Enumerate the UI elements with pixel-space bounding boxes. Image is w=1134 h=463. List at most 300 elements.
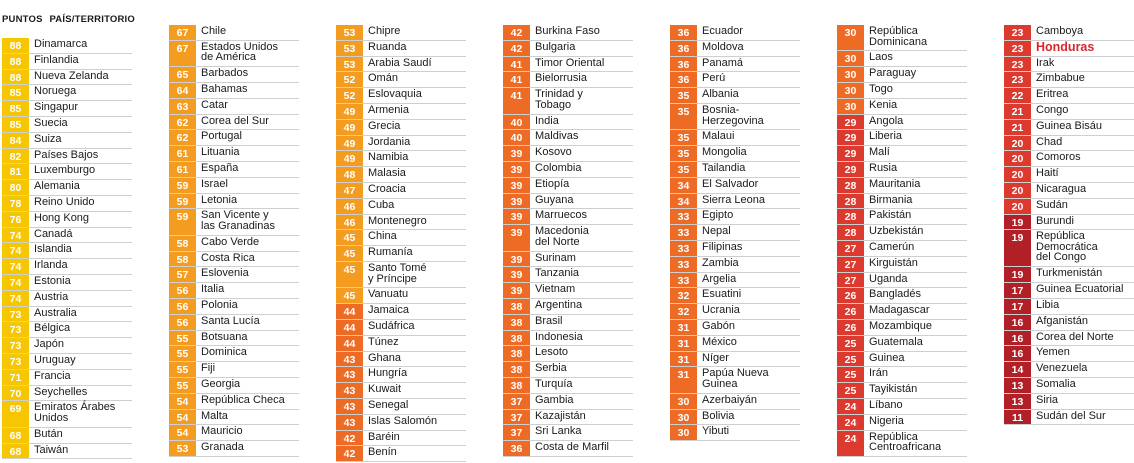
country-name: Luxemburgo — [34, 164, 96, 177]
score-badge: 80 — [2, 180, 29, 195]
score-badge: 85 — [2, 117, 29, 132]
score-badge: 27 — [837, 241, 864, 256]
score-badge: 16 — [1004, 315, 1031, 330]
score-badge: 38 — [503, 331, 530, 346]
table-row — [503, 315, 633, 331]
country-name: Kosovo — [535, 146, 572, 159]
score-badge: 37 — [503, 394, 530, 409]
country-name: Arabia Saudí — [368, 56, 432, 69]
table-row — [503, 72, 633, 88]
score-badge: 38 — [503, 315, 530, 330]
table-row — [169, 99, 299, 115]
table-row — [1004, 104, 1134, 120]
country-name: San Vicente y las Granadinas — [201, 209, 275, 232]
score-badge: 29 — [837, 115, 864, 130]
country-name: Polonia — [201, 299, 238, 311]
table-row — [2, 117, 132, 133]
country-name: Santo Tomé y Príncipe — [368, 262, 427, 285]
country-name: Bangladés — [869, 288, 921, 301]
score-badge: 85 — [2, 85, 29, 100]
table-row — [169, 236, 299, 252]
country-name: España — [201, 162, 239, 174]
table-row — [503, 225, 633, 251]
country-name: Moldova — [702, 40, 744, 53]
score-badge: 24 — [837, 431, 864, 456]
country-name: Sudán del Sur — [1036, 409, 1106, 422]
score-badge: 71 — [2, 370, 29, 385]
score-badge: 14 — [1004, 362, 1031, 377]
score-badge: 24 — [837, 415, 864, 430]
score-badge: 55 — [169, 346, 196, 361]
table-row — [503, 209, 633, 225]
country-name: Países Bajos — [34, 148, 99, 161]
table-row — [2, 322, 132, 338]
table-row — [169, 115, 299, 131]
score-badge: 33 — [670, 225, 697, 240]
score-badge: 26 — [837, 288, 864, 303]
score-badge: 56 — [169, 315, 196, 330]
score-badge: 63 — [169, 99, 196, 114]
score-badge: 35 — [670, 104, 697, 129]
table-row — [837, 225, 967, 241]
country-name: Comoros — [1036, 151, 1081, 164]
table-row — [169, 267, 299, 283]
country-name: Burkina Faso — [535, 25, 600, 37]
country-name: Benín — [368, 446, 397, 459]
table-row — [336, 88, 466, 104]
table-row — [169, 331, 299, 347]
country-name: Barbados — [201, 67, 249, 80]
country-name: Malí — [869, 146, 890, 159]
score-badge: 27 — [837, 257, 864, 272]
country-name: Togo — [869, 83, 893, 95]
score-badge: 39 — [503, 209, 530, 224]
score-badge: 88 — [2, 70, 29, 85]
score-badge: 49 — [336, 136, 363, 151]
table-row — [503, 194, 633, 210]
score-badge: 39 — [503, 162, 530, 177]
score-badge: 53 — [169, 441, 196, 456]
table-row — [837, 194, 967, 210]
country-name: Turkmenistán — [1036, 267, 1103, 280]
table-row — [670, 352, 800, 368]
score-badge: 45 — [336, 288, 363, 303]
country-name: Esuatini — [702, 288, 742, 301]
table-row — [837, 257, 967, 273]
table-row — [670, 57, 800, 73]
score-badge: 40 — [503, 115, 530, 130]
country-name: Ruanda — [368, 40, 407, 53]
header-country-label: PAÍS/TERRITORIO — [49, 14, 135, 25]
table-row — [503, 331, 633, 347]
table-row — [837, 320, 967, 336]
column-5 — [670, 0, 800, 463]
score-badge: 43 — [336, 352, 363, 367]
table-row — [837, 83, 967, 99]
country-name: Malta — [201, 409, 228, 422]
score-badge: 39 — [503, 178, 530, 193]
score-badge: 53 — [336, 57, 363, 72]
country-name: Cuba — [368, 198, 395, 211]
country-name: Islandia — [34, 243, 72, 256]
table-row — [1004, 267, 1134, 283]
country-name: México — [702, 335, 737, 348]
country-name: Argentina — [535, 299, 583, 311]
score-badge: 43 — [336, 367, 363, 382]
country-name: Austria — [34, 290, 69, 303]
table-row — [837, 367, 967, 383]
table-row — [169, 441, 299, 457]
score-badge: 28 — [837, 209, 864, 224]
country-name: Macedonia del Norte — [535, 225, 589, 248]
score-badge: 35 — [670, 88, 697, 103]
country-name: Hong Kong — [34, 211, 90, 224]
country-name: Israel — [201, 177, 228, 190]
table-row — [2, 228, 132, 244]
country-name: Honduras — [1036, 39, 1095, 54]
table-row — [169, 362, 299, 378]
country-name: República Checa — [201, 393, 285, 406]
score-badge: 52 — [336, 88, 363, 103]
score-badge: 30 — [837, 83, 864, 98]
score-badge: 70 — [2, 386, 29, 401]
header-score-label: PUNTOS — [2, 14, 43, 25]
country-name: Montenegro — [368, 214, 427, 227]
table-row — [670, 367, 800, 393]
country-name: Japón — [34, 338, 64, 351]
country-name: Mongolia — [702, 146, 747, 159]
score-badge: 56 — [169, 299, 196, 314]
table-row — [2, 401, 132, 427]
score-badge: 23 — [1004, 25, 1031, 40]
table-row — [2, 196, 132, 212]
table-row — [670, 257, 800, 273]
table-row — [837, 273, 967, 289]
country-name: Lesoto — [535, 346, 569, 359]
country-name: Canadá — [34, 227, 73, 240]
country-name: Venezuela — [1036, 362, 1088, 375]
table-row — [837, 209, 967, 225]
table-row — [837, 67, 967, 83]
table-row — [336, 431, 466, 447]
score-badge: 13 — [1004, 378, 1031, 393]
table-row — [670, 104, 800, 130]
score-badge: 23 — [1004, 57, 1031, 72]
table-row — [2, 291, 132, 307]
country-name: Mauritania — [869, 177, 921, 190]
table-row — [837, 178, 967, 194]
table-row — [169, 378, 299, 394]
table-row — [503, 146, 633, 162]
table-row — [670, 130, 800, 146]
country-name: Estonia — [34, 275, 71, 287]
score-badge: 38 — [503, 346, 530, 361]
table-row — [670, 225, 800, 241]
table-row — [2, 180, 132, 196]
table-row — [336, 120, 466, 136]
score-badge: 69 — [2, 401, 29, 426]
score-badge: 73 — [2, 338, 29, 353]
table-row — [336, 320, 466, 336]
table-row — [670, 41, 800, 57]
score-badge: 78 — [2, 196, 29, 211]
table-row — [2, 101, 132, 117]
score-badge: 39 — [503, 283, 530, 298]
score-badge: 42 — [503, 25, 530, 40]
country-name: Madagascar — [869, 304, 930, 317]
country-name: Santa Lucía — [201, 314, 260, 327]
score-badge: 41 — [503, 88, 530, 113]
score-badge: 49 — [336, 104, 363, 119]
country-name: República Democrática del Congo — [1036, 230, 1098, 264]
table-row — [2, 338, 132, 354]
score-badge: 36 — [670, 72, 697, 87]
table-row — [169, 346, 299, 362]
table-row — [336, 199, 466, 215]
score-badge: 44 — [336, 320, 363, 335]
table-row — [336, 136, 466, 152]
table-row — [336, 57, 466, 73]
country-name: Túnez — [368, 335, 399, 348]
score-badge: 21 — [1004, 120, 1031, 135]
score-badge: 24 — [837, 399, 864, 414]
score-badge: 49 — [336, 151, 363, 166]
table-row — [2, 370, 132, 386]
table-row — [2, 275, 132, 291]
country-name: Burundi — [1036, 214, 1074, 227]
table-row — [1004, 362, 1134, 378]
country-name: Hungría — [368, 367, 408, 380]
table-row — [2, 164, 132, 180]
table-row — [336, 262, 466, 288]
table-row — [169, 83, 299, 99]
score-badge: 81 — [2, 164, 29, 179]
country-name: Zimbabue — [1036, 72, 1085, 85]
country-name: Jordania — [368, 135, 411, 148]
table-row — [336, 446, 466, 462]
country-name: Timor Oriental — [535, 56, 605, 69]
country-name: Brasil — [535, 314, 563, 327]
table-row — [837, 399, 967, 415]
table-row — [503, 299, 633, 315]
score-badge: 54 — [169, 410, 196, 425]
country-name: Pakistán — [869, 209, 912, 222]
score-badge: 19 — [1004, 230, 1031, 266]
column-3 — [336, 0, 466, 463]
table-row — [1004, 151, 1134, 167]
score-badge: 53 — [336, 25, 363, 40]
table-row — [837, 415, 967, 431]
table-row — [1004, 199, 1134, 215]
score-badge: 30 — [837, 67, 864, 82]
country-name: Singapur — [34, 101, 79, 114]
score-badge: 64 — [169, 83, 196, 98]
table-row — [837, 383, 967, 399]
country-name: Irlanda — [34, 259, 68, 272]
table-row — [1004, 331, 1134, 347]
score-badge: 58 — [169, 236, 196, 251]
score-badge: 88 — [2, 38, 29, 53]
country-name: Georgia — [201, 378, 241, 390]
table-row — [336, 336, 466, 352]
country-name: Bolivia — [702, 409, 735, 422]
country-name: Senegal — [368, 399, 409, 411]
country-name: Marruecos — [535, 209, 587, 222]
table-row — [837, 115, 967, 131]
score-badge: 20 — [1004, 199, 1031, 214]
country-name: Chile — [201, 25, 227, 37]
country-name: Italia — [201, 283, 225, 296]
table-row — [503, 346, 633, 362]
score-badge: 23 — [1004, 72, 1031, 87]
table-row — [503, 267, 633, 283]
score-badge: 28 — [837, 225, 864, 240]
score-badge: 30 — [837, 25, 864, 50]
country-name: Papúa Nueva Guinea — [702, 367, 769, 390]
country-name: Sri Lanka — [535, 425, 582, 438]
country-name: Namibia — [368, 151, 409, 164]
country-name: Eslovenia — [201, 267, 249, 280]
table-row — [336, 215, 466, 231]
table-row — [336, 383, 466, 399]
score-badge: 37 — [503, 410, 530, 425]
table-row — [837, 146, 967, 162]
score-badge: 22 — [1004, 88, 1031, 103]
table-row — [2, 54, 132, 70]
score-badge: 11 — [1004, 410, 1031, 425]
score-badge: 33 — [670, 257, 697, 272]
score-badge: 30 — [670, 410, 697, 425]
country-name: Tailandia — [702, 162, 746, 174]
score-badge: 30 — [837, 51, 864, 66]
column-6 — [837, 0, 967, 463]
country-name: Noruega — [34, 85, 77, 98]
country-name: Guatemala — [869, 335, 923, 348]
country-name: Gambia — [535, 393, 574, 406]
table-row — [336, 367, 466, 383]
score-badge: 52 — [336, 72, 363, 87]
table-row — [336, 183, 466, 199]
country-name: Tayikistán — [869, 383, 918, 396]
score-badge: 58 — [169, 252, 196, 267]
table-row — [169, 130, 299, 146]
country-name: Fiji — [201, 362, 216, 375]
table-row — [1004, 88, 1134, 104]
score-badge: 68 — [2, 444, 29, 459]
table-row — [2, 38, 132, 54]
country-name: Indonesia — [535, 330, 583, 343]
country-name: Guinea Ecuatorial — [1036, 283, 1124, 296]
country-name: Congo — [1036, 104, 1069, 116]
score-badge: 45 — [336, 230, 363, 245]
country-name: Mauricio — [201, 425, 243, 438]
table-row — [169, 252, 299, 268]
country-name: Azerbaiyán — [702, 393, 758, 406]
table-row — [169, 394, 299, 410]
score-badge: 62 — [169, 115, 196, 130]
country-name: Alemania — [34, 180, 80, 193]
table-row — [1004, 215, 1134, 231]
country-name: Grecia — [368, 119, 401, 132]
score-badge: 74 — [2, 259, 29, 274]
country-name: República Centroafricana — [869, 430, 942, 454]
score-badge: 36 — [670, 57, 697, 72]
country-name: Liberia — [869, 130, 903, 143]
table-row — [169, 209, 299, 235]
table-row — [2, 133, 132, 149]
score-badge: 33 — [670, 273, 697, 288]
country-name: Surinam — [535, 251, 576, 264]
score-badge: 13 — [1004, 394, 1031, 409]
table-row — [1004, 72, 1134, 88]
country-name: Seychelles — [34, 385, 88, 398]
country-name: Tanzania — [535, 267, 580, 280]
score-badge: 59 — [169, 178, 196, 193]
column-4 — [503, 0, 633, 463]
column-7 — [1004, 0, 1134, 463]
country-name: Maldivas — [535, 130, 579, 143]
table-row — [503, 410, 633, 426]
score-badge: 30 — [837, 99, 864, 114]
score-badge: 43 — [336, 415, 363, 430]
table-row — [169, 410, 299, 426]
country-name: Lituania — [201, 146, 240, 159]
table-row — [2, 259, 132, 275]
score-badge: 43 — [336, 383, 363, 398]
table-row — [503, 425, 633, 441]
table-row — [1004, 230, 1134, 267]
country-name: Corea del Norte — [1036, 330, 1114, 343]
score-badge: 44 — [336, 336, 363, 351]
score-badge: 41 — [503, 72, 530, 87]
score-badge: 85 — [2, 101, 29, 116]
country-name: Irán — [869, 367, 888, 380]
score-badge: 35 — [670, 146, 697, 161]
country-name: Estados Unidos de América — [201, 40, 279, 64]
table-row — [1004, 120, 1134, 136]
table-row — [837, 51, 967, 67]
table-row — [2, 85, 132, 101]
score-badge: 36 — [670, 41, 697, 56]
table-row — [336, 230, 466, 246]
country-name: Malaui — [702, 130, 735, 143]
table-row — [670, 410, 800, 426]
score-badge: 73 — [2, 354, 29, 369]
score-badge: 76 — [2, 212, 29, 227]
table-row — [336, 399, 466, 415]
country-name: Dominica — [201, 346, 247, 359]
score-badge: 17 — [1004, 299, 1031, 314]
table-row — [336, 25, 466, 41]
table-row — [670, 72, 800, 88]
score-badge: 41 — [503, 57, 530, 72]
score-badge: 43 — [336, 399, 363, 414]
score-badge: 38 — [503, 362, 530, 377]
score-badge: 49 — [336, 120, 363, 135]
score-badge: 29 — [837, 162, 864, 177]
score-badge: 55 — [169, 362, 196, 377]
score-badge: 61 — [169, 146, 196, 161]
table-row — [169, 315, 299, 331]
country-name: Finlandia — [34, 53, 79, 66]
country-name: Sudán — [1036, 198, 1068, 211]
score-badge: 54 — [169, 394, 196, 409]
table-row — [837, 431, 967, 457]
country-name: Ghana — [368, 351, 402, 364]
table-row — [2, 386, 132, 402]
table-row — [1004, 378, 1134, 394]
score-badge: 29 — [837, 130, 864, 145]
